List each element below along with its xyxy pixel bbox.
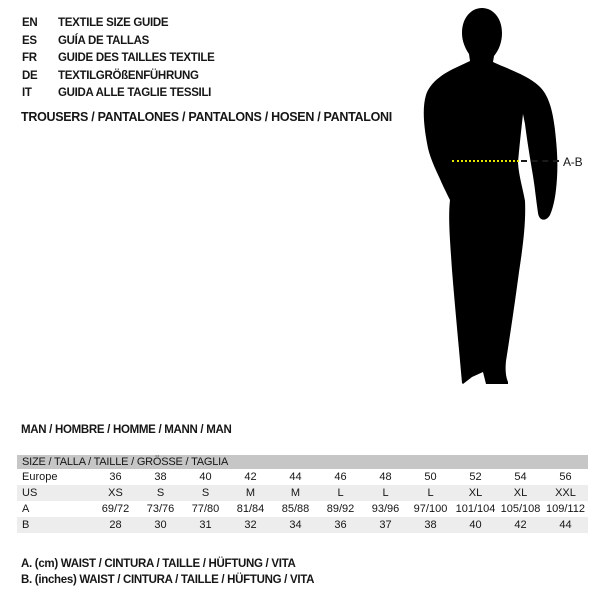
table-cell: 36 xyxy=(334,519,347,531)
table-cell: L xyxy=(382,487,389,499)
category-heading: TROUSERS / PANTALONES / PANTALONS / HOSEN / PANTALONI xyxy=(21,110,392,124)
table-cell: 42 xyxy=(244,471,257,483)
table-cell: XXL xyxy=(555,487,576,499)
table-cell: M xyxy=(245,487,256,499)
table-cell: 52 xyxy=(469,471,482,483)
note-a-cm: A. (cm) WAIST / CINTURA / TAILLE / HÜFTUNG / VITA xyxy=(21,558,296,570)
row-label: Europe xyxy=(22,471,58,483)
section-heading-man: MAN / HOMBRE / HOMME / MANN / MAN xyxy=(21,424,232,436)
table-cell: 85/88 xyxy=(281,503,310,515)
lang-code: IT xyxy=(22,87,32,99)
table-cell: 54 xyxy=(514,471,527,483)
table-cell: M xyxy=(290,487,301,499)
table-cell: L xyxy=(427,487,434,499)
lang-code: ES xyxy=(22,34,37,47)
table-cell: S xyxy=(201,487,210,499)
table-cell: 105/108 xyxy=(500,503,541,515)
lang-code: EN xyxy=(22,17,38,29)
table-row-a-cm xyxy=(17,501,588,517)
table-cell: S xyxy=(156,487,165,499)
table-cell: 40 xyxy=(469,519,482,531)
table-cell: 48 xyxy=(379,471,392,483)
table-cell: 44 xyxy=(559,519,572,531)
man-silhouette-path xyxy=(424,8,558,384)
lang-code: FR xyxy=(22,52,37,64)
table-row-b-inches xyxy=(17,517,588,533)
size-table-header: SIZE / TALLA / TAILLE / GRÖSSE / TAGLIA xyxy=(17,455,588,469)
note-b-inches: B. (inches) WAIST / CINTURA / TAILLE / HÜFTUNG / VITA xyxy=(21,574,315,586)
table-cell: XS xyxy=(108,487,123,499)
table-cell: 36 xyxy=(109,471,122,483)
lang-label: GUIDE DES TAILLES TEXTILE xyxy=(58,52,215,64)
size-table xyxy=(17,455,588,533)
table-row-europe xyxy=(17,469,588,485)
lang-label: GUIDA ALLE TAGLIE TESSILI xyxy=(58,87,212,99)
table-cell: L xyxy=(337,487,344,499)
waist-dashed-line xyxy=(521,160,559,162)
table-cell: XL xyxy=(513,487,528,499)
table-cell: XL xyxy=(468,487,483,499)
table-cell: 38 xyxy=(424,519,437,531)
row-label: US xyxy=(22,487,38,499)
table-cell: 101/104 xyxy=(455,503,496,515)
table-cell: 56 xyxy=(559,471,572,483)
table-cell: 69/72 xyxy=(101,503,130,515)
lang-code: DE xyxy=(22,69,38,82)
table-cell: 77/80 xyxy=(191,503,220,515)
lang-label: GUÍA DE TALLAS xyxy=(58,34,149,47)
table-cell: 32 xyxy=(244,519,257,531)
table-cell: 89/92 xyxy=(326,503,355,515)
table-cell: 28 xyxy=(109,519,122,531)
row-label: A xyxy=(22,503,30,515)
table-cell: 42 xyxy=(514,519,527,531)
table-cell: 93/96 xyxy=(371,503,400,515)
table-cell: 46 xyxy=(334,471,347,483)
table-cell: 38 xyxy=(154,471,167,483)
waist-dotted-line xyxy=(452,160,519,162)
measure-label-ab: A-B xyxy=(563,155,583,169)
measurement-notes xyxy=(21,556,314,588)
table-cell: 44 xyxy=(289,471,302,483)
table-cell: 73/76 xyxy=(146,503,175,515)
table-cell: 97/100 xyxy=(413,503,448,515)
lang-label: TEXTILE SIZE GUIDE xyxy=(58,17,169,29)
table-cell: 30 xyxy=(154,519,167,531)
table-row-us xyxy=(17,485,588,501)
lang-label: TEXTILGRÖßENFÜHRUNG xyxy=(58,69,199,82)
table-cell: 40 xyxy=(199,471,212,483)
table-cell: 34 xyxy=(289,519,302,531)
table-cell: 31 xyxy=(199,519,212,531)
table-cell: 50 xyxy=(424,471,437,483)
row-label: B xyxy=(22,519,30,531)
table-cell: 81/84 xyxy=(236,503,265,515)
table-cell: 37 xyxy=(379,519,392,531)
table-cell: 109/112 xyxy=(546,503,585,515)
